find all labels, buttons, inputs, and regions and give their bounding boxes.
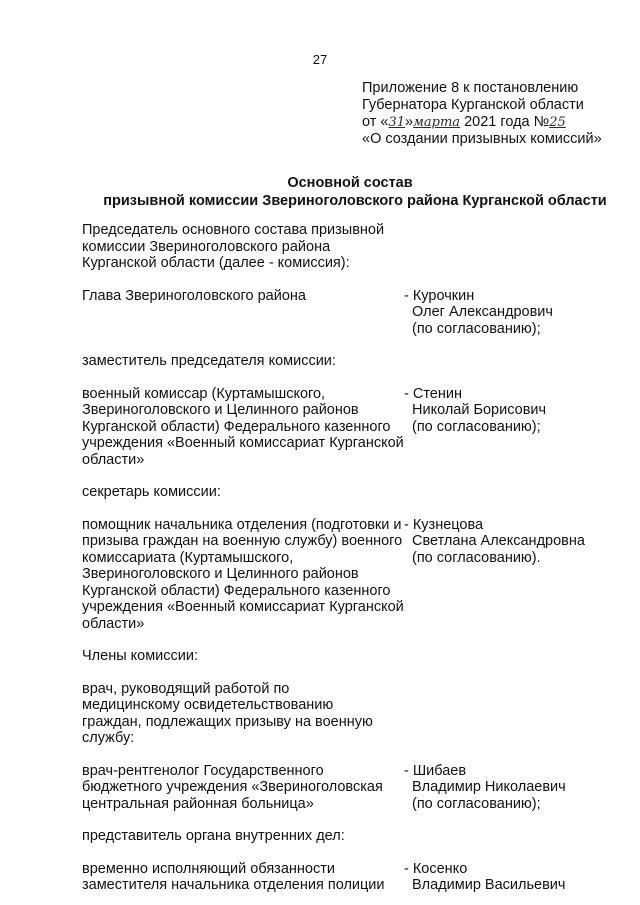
appendix-year: 2021 года № [460,114,550,130]
member-surname: - Курочкин [404,287,475,304]
member-surname: - Шибаев [404,762,467,779]
member-surname: - Стенин [404,385,462,402]
appendix-date-prefix: от « [362,114,389,130]
appendix-line-4: «О создании призывных комиссий» [362,131,602,147]
appendix-line-1: Приложение 8 к постановлению [362,80,579,96]
title-line-1: Основной состав [287,175,413,191]
commission-composition [82,222,602,894]
appendix-header [362,80,634,148]
appendix-date-mid: » [405,114,414,130]
member-given-names: Владимир Васильевич [412,877,566,893]
member-position: помощник начальника отделения (подготовки и призыва граждан на военную службу) военного комиссариата (Куртамышского, Звериноголовского и Целинного районов Курганской области) Федерального казенного учреждения «Военный комиссариат Курганской области» [82,516,404,632]
deputy-label: заместитель председателя комиссии: [82,353,336,369]
member-name [404,288,602,338]
member-note: (по согласованию); [412,418,541,435]
member-name [404,517,602,633]
page-number: 27 [312,52,328,67]
police-label: представитель органа внутренних дел: [82,828,345,844]
title-line-2: призывной комиссии Звериноголовского района Курганской области [103,193,607,209]
handwritten-day: 31 [388,115,406,130]
member-given-names: Светлана Александровна [412,533,585,549]
member-note: (по согласованию); [412,795,541,812]
member-position: временно исполняющий обязанности заместителя начальника отделения полиции [82,860,385,893]
appendix-line-3 [362,114,634,131]
member-name [404,861,602,894]
member-position: Глава Звериноголовского района [82,287,306,304]
member-row-deputy [82,386,602,469]
member-given-names: Олег Александрович [412,304,553,320]
member-name [404,763,602,813]
handwritten-month: марта [413,115,461,130]
members-label: Члены комиссии: [82,648,199,664]
member-position: врач-рентгенолог Государственного бюджетного учреждения «Звериноголовская центральная районная больница» [82,762,383,812]
member-position: военный комиссар (Куртамышского, Звериноголовского и Целинного районов Курганской области) Федерального казенного учреждения «Военный комиссариат Курганской области» [82,385,404,468]
member-row-secretary [82,517,602,633]
member-surname: - Кузнецова [404,516,484,533]
chairman-intro: Председатель основного состава призывной комиссии Звериноголовского района Курганской области (далее - комиссия): [82,222,385,271]
member-name [404,386,602,469]
member-row-radiologist [82,763,602,813]
member-note: (по согласованию). [412,549,541,566]
appendix-line-2: Губернатора Курганской области [362,97,584,113]
doctor-label: врач, руководящий работой по медицинскому освидетельствованию граждан, подлежащих призыву на военную службу: [82,680,373,746]
member-row-police [82,861,602,894]
member-given-names: Владимир Николаевич [412,779,566,795]
member-note: (по согласованию); [412,320,541,337]
secretary-label: секретарь комиссии: [82,484,221,500]
handwritten-number: 25 [549,115,566,130]
member-row-chairman [82,288,602,338]
document-title [60,174,640,210]
member-given-names: Николай Борисович [412,402,547,418]
member-surname: - Косенко [404,860,468,877]
